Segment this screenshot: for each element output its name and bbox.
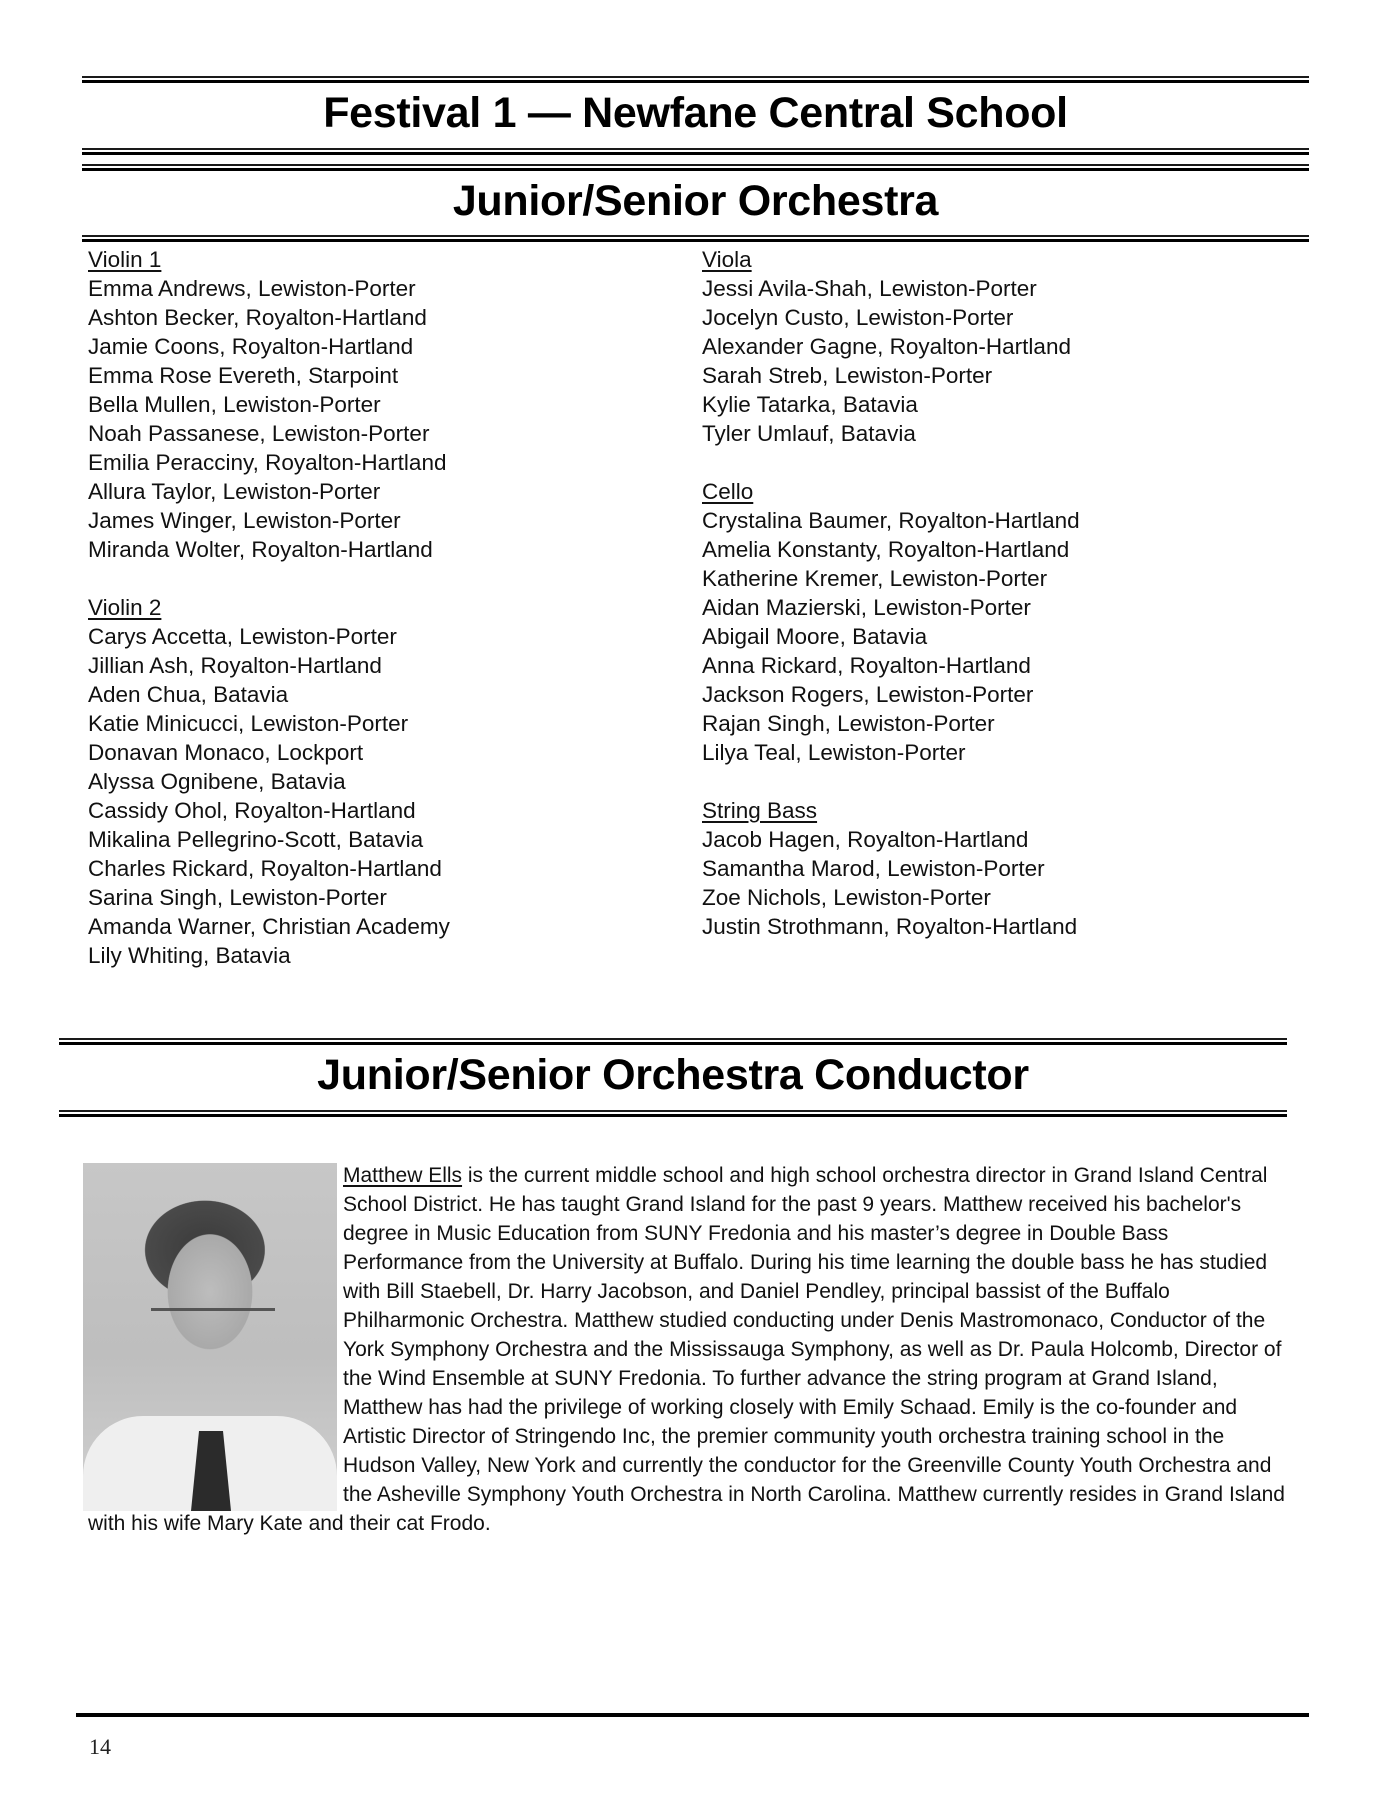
list-item: Emilia Peracciny, Royalton-Hartland xyxy=(88,450,447,475)
header-rule-top xyxy=(82,76,1309,83)
list-item: Donavan Monaco, Lockport xyxy=(88,740,364,765)
list-item: Justin Strothmann, Royalton-Hartland xyxy=(702,914,1078,939)
list-item: Katherine Kremer, Lewiston-Porter xyxy=(702,566,1048,591)
conductor-rule-bottom xyxy=(59,1110,1287,1117)
list-item: Mikalina Pellegrino-Scott, Batavia xyxy=(88,827,424,852)
list-item: Miranda Wolter, Royalton-Hartland xyxy=(88,537,433,562)
footer-rule xyxy=(76,1713,1309,1717)
conductor-rule-top xyxy=(59,1038,1287,1045)
section-label: Violin 2 xyxy=(88,595,162,620)
section-label: Viola xyxy=(702,247,752,272)
list-item: Jessi Avila-Shah, Lewiston-Porter xyxy=(702,276,1037,301)
list-item: Rajan Singh, Lewiston-Porter xyxy=(702,711,995,736)
section-gap xyxy=(702,448,1080,477)
roster-left-column xyxy=(88,245,450,970)
list-item: Noah Passanese, Lewiston-Porter xyxy=(88,421,430,446)
photo-spacer xyxy=(88,1161,343,1509)
list-item: Lilya Teal, Lewiston-Porter xyxy=(702,740,966,765)
list-item: Alyssa Ognibene, Batavia xyxy=(88,769,346,794)
list-item: Jocelyn Custo, Lewiston-Porter xyxy=(702,305,1014,330)
list-item: James Winger, Lewiston-Porter xyxy=(88,508,401,533)
list-item: Sarah Streb, Lewiston-Porter xyxy=(702,363,993,388)
list-item: Jillian Ash, Royalton-Hartland xyxy=(88,653,382,678)
list-item: Tyler Umlauf, Batavia xyxy=(702,421,916,446)
list-item: Lily Whiting, Batavia xyxy=(88,943,291,968)
conductor-bio-text: is the current middle school and high school orchestra director in Grand Island Central School District. He has taught Grand Island for the past 9 years. Matthew received his bachelor's degree in Music Education from SUNY Fredonia and his master’s degree in Double Bass Performance from the University at Buffalo. During his time learning the double bass he has studied with Bill Staebell, Dr. Harry Jacobson, and Daniel Pendley, principal bassist of the Buffalo Philharmonic Orchestra. Matthew studied conducting under Denis Mastromonaco, Conductor of the York Symphony Orchestra and the Mississauga Symphony, as well as Dr. Paula Holcomb, Director of the Wind Ensemble at SUNY Fredonia. To further advance the string program at Grand Island, Matthew has had the privilege of working closely with Emily Schaad. Emily is the co-founder and Artistic Director of Stringendo Inc, the premier community youth orchestra training school in the Hudson Valley, New York and currently the conductor for the Greenville County Youth Orchestra and the Asheville Symphony Youth Orchestra in North Carolina. Matthew currently resides in Grand Island with his wife Mary Kate and their cat Frodo. xyxy=(88,1164,1285,1535)
list-item: Zoe Nichols, Lewiston-Porter xyxy=(702,885,991,910)
list-item: Amanda Warner, Christian Academy xyxy=(88,914,450,939)
list-item: Crystalina Baumer, Royalton-Hartland xyxy=(702,508,1080,533)
ensemble-title: Junior/Senior Orchestra xyxy=(452,177,939,225)
roster-section-violin-1 xyxy=(88,245,450,564)
list-item: Abigail Moore, Batavia xyxy=(702,624,928,649)
list-item: Kylie Tatarka, Batavia xyxy=(702,392,918,417)
section-gap xyxy=(88,564,450,593)
list-item: Ashton Becker, Royalton-Hartland xyxy=(88,305,427,330)
list-item: Aidan Mazierski, Lewiston-Porter xyxy=(702,595,1031,620)
page-number: 14 xyxy=(89,1734,111,1759)
header-rule-middle-2 xyxy=(82,164,1309,171)
list-item: Anna Rickard, Royalton-Hartland xyxy=(702,653,1031,678)
list-item: Emma Rose Evereth, Starpoint xyxy=(88,363,399,388)
list-item: Carys Accetta, Lewiston-Porter xyxy=(88,624,397,649)
list-item: Amelia Konstanty, Royalton-Hartland xyxy=(702,537,1070,562)
section-label: Violin 1 xyxy=(88,247,162,272)
header-rule-bottom xyxy=(82,235,1309,242)
list-item: Aden Chua, Batavia xyxy=(88,682,289,707)
roster-section-cello xyxy=(702,477,1080,767)
list-item: Allura Taylor, Lewiston-Porter xyxy=(88,479,381,504)
list-item: Cassidy Ohol, Royalton-Hartland xyxy=(88,798,416,823)
section-label: String Bass xyxy=(702,798,818,823)
page-title: Festival 1 — Newfane Central School xyxy=(323,89,1068,137)
list-item: Charles Rickard, Royalton-Hartland xyxy=(88,856,442,881)
conductor-name: Matthew Ells xyxy=(343,1164,463,1187)
roster-section-viola xyxy=(702,245,1080,448)
list-item: Katie Minicucci, Lewiston-Porter xyxy=(88,711,409,736)
list-item: Alexander Gagne, Royalton-Hartland xyxy=(702,334,1071,359)
conductor-heading: Junior/Senior Orchestra Conductor xyxy=(317,1051,1029,1099)
list-item: Emma Andrews, Lewiston-Porter xyxy=(88,276,416,301)
list-item: Jackson Rogers, Lewiston-Porter xyxy=(702,682,1034,707)
list-item: Jamie Coons, Royalton-Hartland xyxy=(88,334,414,359)
section-label: Cello xyxy=(702,479,754,504)
conductor-bio xyxy=(88,1161,1293,1538)
roster-section-violin-2 xyxy=(88,593,450,970)
header-rule-middle-1 xyxy=(82,148,1309,155)
roster-section-string-bass xyxy=(702,796,1080,941)
list-item: Samantha Marod, Lewiston-Porter xyxy=(702,856,1045,881)
section-gap xyxy=(702,767,1080,796)
list-item: Bella Mullen, Lewiston-Porter xyxy=(88,392,381,417)
list-item: Sarina Singh, Lewiston-Porter xyxy=(88,885,387,910)
list-item: Jacob Hagen, Royalton-Hartland xyxy=(702,827,1029,852)
roster-right-column xyxy=(702,245,1080,941)
